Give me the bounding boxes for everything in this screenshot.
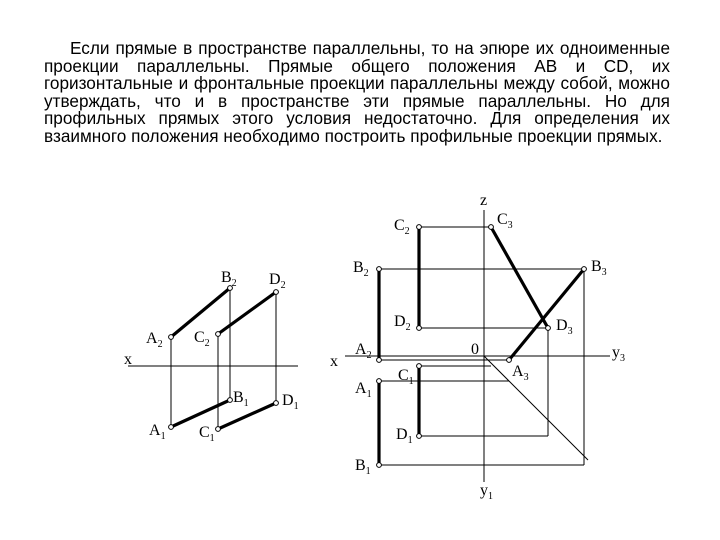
point-b1 <box>377 463 382 468</box>
label-d2: $D_2$ <box>394 313 411 333</box>
point-a1 <box>169 425 174 430</box>
label-a1: $A_1$ <box>149 422 166 442</box>
segment-a1b1 <box>171 400 230 427</box>
point-a2 <box>169 335 174 340</box>
segment-c3d3 <box>491 227 548 328</box>
y1-axis-label: $y_1$ <box>480 482 493 502</box>
label-b1: $B_1$ <box>233 389 249 409</box>
label-c2: $C_2$ <box>194 329 210 349</box>
point-d1 <box>274 401 279 406</box>
point-a3 <box>507 358 512 363</box>
point-c2 <box>216 332 221 337</box>
label-c1: $C_1$ <box>398 367 414 387</box>
label-c3: $C_3$ <box>497 211 513 231</box>
point-a1 <box>377 379 382 384</box>
point-d2 <box>417 326 422 331</box>
label-d1: $D_1$ <box>396 426 413 446</box>
label-d1: $D_1$ <box>282 392 299 412</box>
label-a2: $A_2$ <box>355 341 372 361</box>
point-c3 <box>489 225 494 230</box>
label-a3: $A_3$ <box>512 363 529 383</box>
z-axis-label: z <box>480 192 488 209</box>
label-b3: $B_3$ <box>591 258 607 278</box>
label-a2: $A_2$ <box>146 330 163 350</box>
origin-label: 0 <box>471 341 479 358</box>
point-d3 <box>546 326 551 331</box>
point-a2 <box>377 358 382 363</box>
constant-line <box>484 356 588 460</box>
label-c1: $C_1$ <box>199 424 215 444</box>
y3-axis-label: $y_3$ <box>612 344 625 364</box>
point-c2 <box>417 225 422 230</box>
label-d2: $D_2$ <box>269 271 286 291</box>
point-c1 <box>216 427 221 432</box>
point-b2 <box>377 267 382 272</box>
point-d2 <box>274 290 279 295</box>
label-d3: $D_3$ <box>556 317 573 337</box>
label-b2: $B_2$ <box>353 259 369 279</box>
point-b1 <box>228 398 233 403</box>
segment-a3b3 <box>509 269 584 360</box>
label-b1: $B_1$ <box>355 457 371 477</box>
point-d1 <box>417 434 422 439</box>
left-x-axis-label: x <box>124 351 132 368</box>
label-b2: $B_2$ <box>221 269 237 289</box>
point-c1 <box>417 364 422 369</box>
point-b3 <box>582 267 587 272</box>
description-paragraph: Если прямые в пространстве параллельны, то на эпюре их одноименные проекции параллельны. Прямые общего положения АВ и CD, их горизонтальные и фронтальные проекции параллельны между собой, можно утверждать, что и в пространстве эти прямые параллельны. Но для профильных прямых этого условия недостаточно. Для определения их взаимного положения необходимо построить профильные проекции прямых. <box>44 38 670 146</box>
left-epure <box>124 269 299 444</box>
right-x-axis-label: x <box>330 353 338 370</box>
label-a1: $A_1$ <box>355 380 372 400</box>
label-c2: $C_2$ <box>394 217 410 237</box>
segment-c2d2 <box>218 292 276 334</box>
right-epure <box>330 192 625 502</box>
